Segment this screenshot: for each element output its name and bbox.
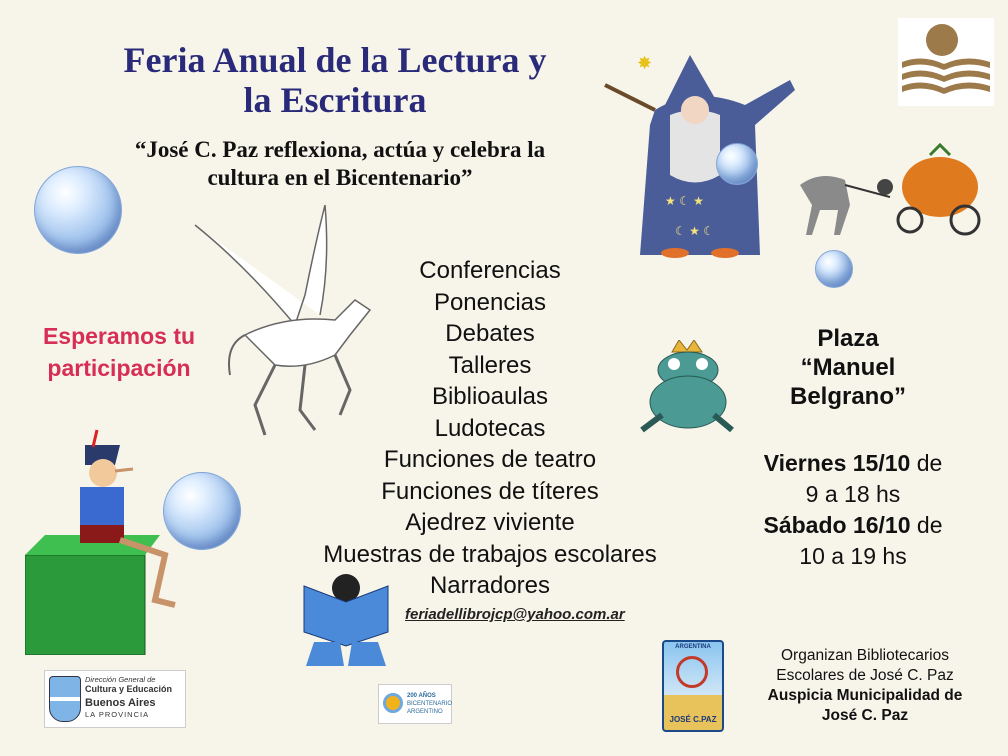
bicentenario-logo <box>378 684 452 724</box>
bicentenario-line-2: BICENTENARIO <box>407 701 453 707</box>
activity-item: Narradores <box>429 572 551 599</box>
dgce-line-4: LA PROVINCIA <box>85 710 150 719</box>
activity-item: Talleres <box>448 351 532 379</box>
dgce-logo <box>44 670 186 728</box>
svg-text:☾ ★ ☾: ☾ ★ ☾ <box>675 224 714 238</box>
activity-item: Ludotecas <box>434 414 546 442</box>
organizers-line-2: Escolares de José C. Paz <box>776 667 954 684</box>
venue-line-2: “Manuel <box>800 354 896 381</box>
svg-text:✸: ✸ <box>637 55 653 73</box>
venue-line-3: Belgrano” <box>789 383 906 410</box>
organizers <box>735 646 995 726</box>
activity-item: Ajedrez viviente <box>405 509 575 536</box>
activity-item: Funciones de teatro <box>383 446 597 473</box>
activity-item: Muestras de trabajos escolares <box>323 540 657 568</box>
svg-text:★ ☾ ★: ★ ☾ ★ <box>665 194 704 208</box>
venue <box>748 324 948 411</box>
date-day-2-suffix: de <box>910 512 943 538</box>
event-title <box>30 40 640 120</box>
activity-item: Biblioaulas <box>431 383 549 410</box>
bubble-bottom-left <box>163 472 241 550</box>
activity-item: Conferencias <box>419 257 561 284</box>
invite-line-1: Esperamos tu <box>42 323 196 349</box>
frog-prince-illustration <box>632 340 747 440</box>
province-shield-icon <box>49 676 81 722</box>
date-day-1: Viernes 15/10 <box>763 450 911 476</box>
bicentenario-line-3: ARGENTINO <box>407 709 443 715</box>
bubble-top-left <box>34 166 122 254</box>
invite-line-2: participación <box>47 355 191 381</box>
invite-text <box>14 320 224 384</box>
event-subtitle <box>30 136 650 192</box>
bubble-wizard <box>716 143 758 185</box>
title-line-1: Feria Anual de la Lectura y <box>123 40 547 80</box>
date-day-2: Sábado 16/10 <box>763 512 911 538</box>
bicentenario-line-1: 200 AÑOS <box>407 693 436 699</box>
organizers-line-4: José C. Paz <box>821 707 909 724</box>
event-dates <box>728 448 978 572</box>
subtitle-line-2: cultura en el Bicentenario” <box>207 165 473 190</box>
activity-item: Debates <box>445 320 535 347</box>
venue-line-1: Plaza <box>817 325 879 352</box>
activities-list <box>290 255 690 602</box>
sun-icon <box>383 693 403 713</box>
subtitle-line-1: “José C. Paz reflexiona, actúa y celebra la <box>134 137 546 162</box>
jcp-name-label: JOSÉ C.PAZ <box>669 715 717 724</box>
title-line-2: la Escritura <box>243 80 427 120</box>
pinocchio-illustration <box>25 425 190 655</box>
book-logo <box>898 18 994 106</box>
date-day-2-time: 10 a 19 hs <box>799 543 907 569</box>
bubble-carriage <box>815 250 853 288</box>
date-day-1-time: 9 a 18 hs <box>805 481 901 507</box>
organizers-line-3: Auspicia Municipalidad de <box>767 687 963 704</box>
carriage-illustration <box>790 125 990 245</box>
jcp-top-label: ARGENTINA <box>675 644 711 650</box>
contact-email[interactable]: feriadellibrojcp@yahoo.com.ar <box>405 606 625 623</box>
ferris-wheel-icon <box>676 656 708 688</box>
activity-item: Ponencias <box>433 288 547 316</box>
date-day-1-suffix: de <box>910 450 943 476</box>
activity-item: Funciones de títeres <box>381 477 599 505</box>
organizers-line-1: Organizan Bibliotecarios <box>780 647 949 664</box>
dgce-line-2: Cultura y Educación <box>85 684 173 694</box>
wizard-illustration <box>595 55 795 260</box>
dgce-line-1: Dirección General de <box>85 675 156 684</box>
dgce-line-3: Buenos Aires <box>85 697 156 709</box>
jose-c-paz-logo <box>662 640 724 732</box>
reading-child-illustration <box>300 572 392 670</box>
